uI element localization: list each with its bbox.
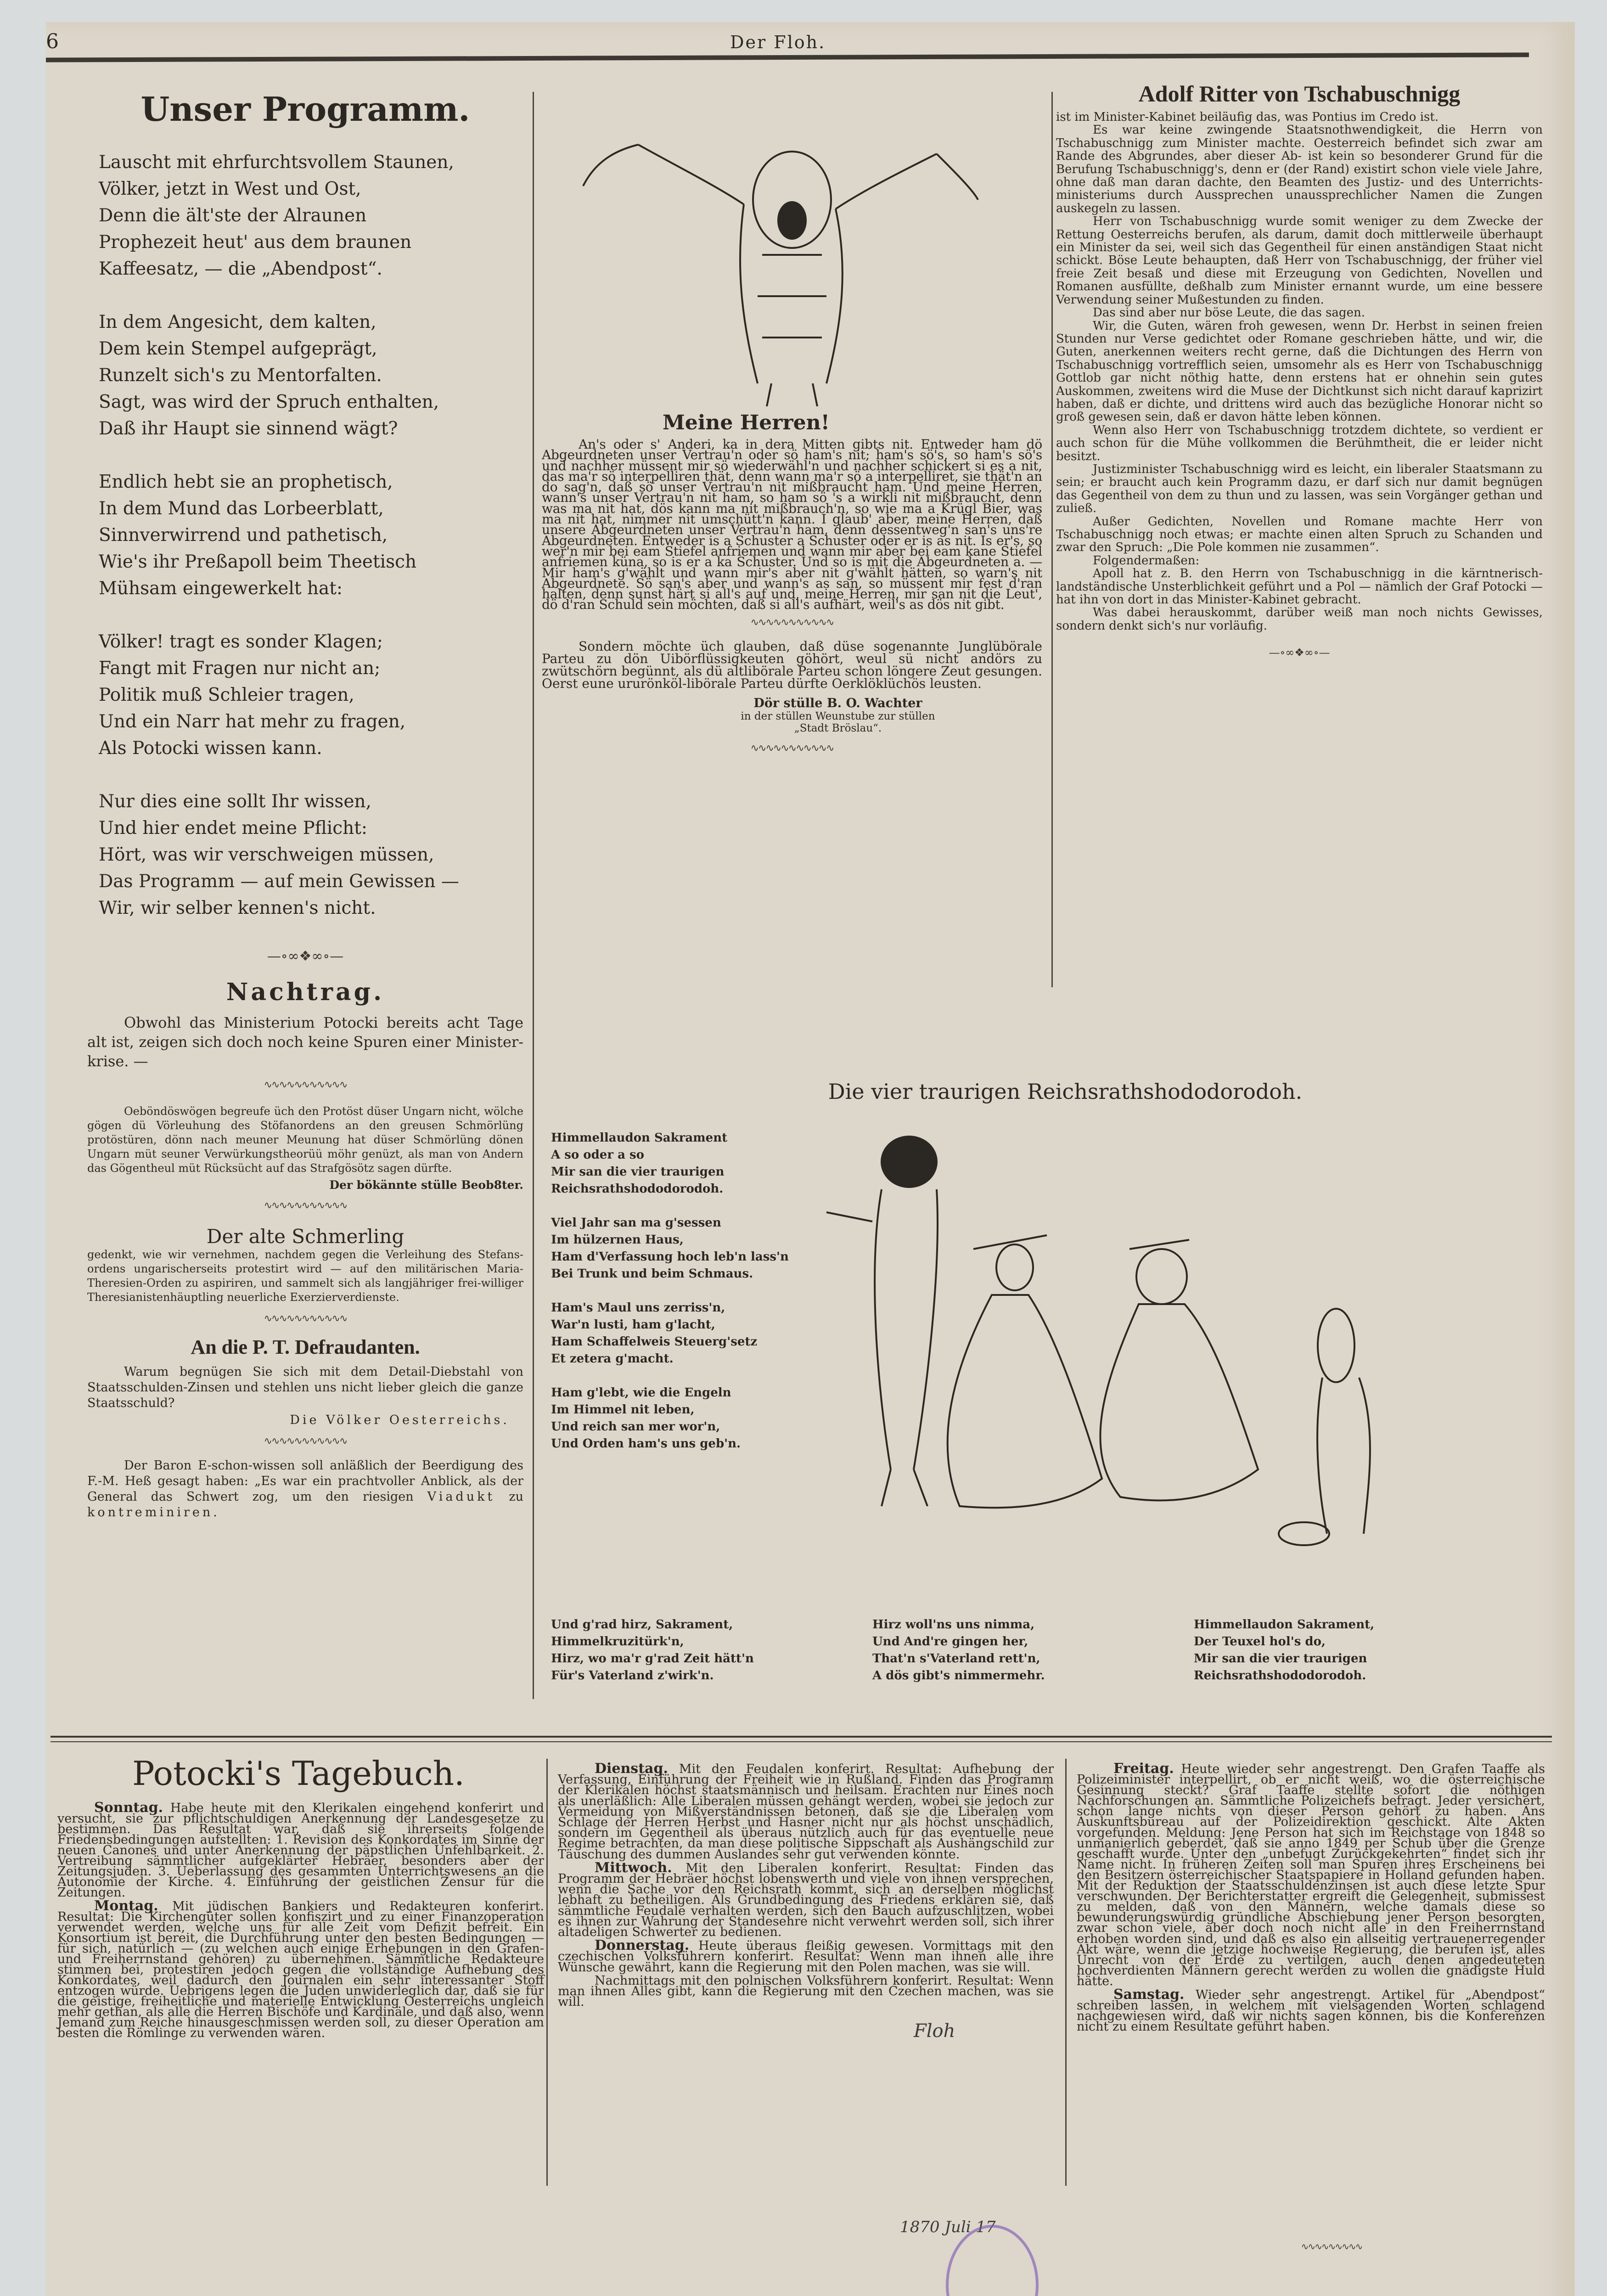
column-divider [546,1759,548,2186]
article-paragraph: ist im Minister-Kabinet beiläufig das, was Pontius im Credo ist. [1056,110,1439,124]
diary-text: Heute überaus fleißig gewesen. Vormittags mit den czechischen Volksführern konferirt. Resultat: Wenn man ihnen alle ihre Wünsche gewährt, kann die Regierung mit den Polen machen, was sie will. [558,1939,1054,1975]
poem-line: Nur dies eine sollt Ihr wissen, [99,791,371,812]
poem-line: Der Teuxel hol's do, [1194,1635,1326,1649]
poem-line: Runzelt sich's zu Mentorfalten. [99,365,382,386]
diary-day: Samstag. [1113,1986,1185,2003]
section-rule [51,1741,1552,1742]
nachtrag-title: Nachtrag. [226,978,385,1006]
page-number: 6 [46,30,59,53]
column-middle [542,90,1042,754]
poem-line: Und hier endet meine Pflicht: [99,818,367,838]
diary-day: Mittwoch. [595,1859,672,1876]
poem-line: Und Orden ham's uns geb'n. [551,1437,741,1451]
article-paragraph: Das sind aber nur böse Leute, die das sagen. [1093,306,1365,320]
schmerling-title: Der alte Schmerling [206,1225,405,1248]
tschabuschnigg-article [1056,111,1543,632]
poem-stanza [551,1215,808,1283]
diary-entry [1077,1986,1545,2034]
poem-stanza [551,1130,808,1198]
poem-line: In dem Mund das Lorbeerblatt, [99,498,384,519]
poem-line: Himmellaudon Sakrament, [1194,1618,1375,1632]
diary-day: Donnerstag. [595,1937,690,1954]
poem-line: Mir san die vier traurigen [551,1165,725,1179]
poem-line: A dös gibt's nimmermehr. [872,1669,1045,1683]
article-paragraph: Herr von Tschabuschnigg wurde somit weniger zu dem Zwecke der Rettung Oesterreichs berufen, als darum, damit doch mittlerweile überhaupt ein Minister da sei, weil sich das Gegentheil für einen anständigen Staat nicht schickt. Böse Leute behaupten, daß Herr von Tschabuschnigg, der früher viel freie Zeit besaß und diese mit Erzeugung von Gedichten, Novellen und Romanen ausfüllte, deßhalb zum Minister ernannt wurde, um eine bessere Verwendung seiner Mußestunden zu finden. [1056,214,1543,307]
schmerling-text: gedenkt, wie wir vernehmen, nachdem gegen die Verleihung des Stefans-ordens ungarischerseits protestirt wird — auf den militärischen Maria-Theresien-Orden zu aspiriren, und sammelt sich als langjähriger frei-williger Theresianistenhäuptling neuerliche Exerzierverdienste. [87,1248,523,1304]
poem-line: In dem Angesicht, dem kalten, [99,312,376,332]
poem-line: Mühsam eingewerkelt hat: [99,578,343,599]
poem-line: Daß ihr Haupt sie sinnend wägt? [99,418,398,439]
diary-text: Heute wieder sehr angestrengt. Den Grafen Taaffe als Polizeiminister interpellirt, ob er nicht weiß, wo die österreichische Gesinnung steckt? Graf Taaffe stellte sofort die nöthigen Nachforschungen an. Sämmtliche Polizeichefs befragt. Jeder versichert, schon lange nichts von dieser Person gehört zu haben. Ans Auskunftsbureau auf der Polizeidirektion geschickt. Alte Akten vorgefunden. Meldung: Jene Person hat sich im Reichstage von 1848 so unmanierlich geberdet, daß sie anno 1849 per Schub über die Grenze geschafft wurde. Unter den „unbefugt Zurückgekehrten“ findet sich ihr Name nicht. In früheren Zeiten soll man Spuren ihres Erscheinens bei den Besitzern österreichischer Staatspapiere in Holland gefunden haben. Mit der Reduktion der Staatsschuldenzinsen ist auch diese letzte Spur verschwunden. Der Berichterstatter ergreift die Gelegenheit, submissest zu melden, daß von den Männern, welche damals diese so bewunderungswürdig gründliche Abschiebung jener Person besorgten, zwar schon viele, aber doch noch nicht alle in den Freiherrnstand erhoben worden sind, und daß es also ein allseitig vertrauenerregender Akt wäre, wenn die jetzige hochweise Regierung, die berufen ist, alles Unrecht von der Erde zu vertilgen, auch denen angedeuteten hochverdienten Männern gerecht werden zu wollen die gnädigste Huld hätte. [1077,1762,1545,1988]
diary-text: Mit den Liberalen konferirt. Resultat: Finden das Programm der Hebräer höchst lobenswerth und viele von ihnen versprechen, wenn die Sache vor den Reichsrath kommt, sich an derselben möglichst lebhaft zu betheiligen. Als Grundbedingung des Friedens erklären sie, daß sämmtliche Feudale verhalten werden, sich den Bauch aufzuschlitzen, wobei es ihnen zur Wahrung der Standesehre nicht verwehrt werden soll, sich ihrer altadeligen Schwerter zu bedienen. [558,1861,1054,1940]
wave-divider: ∿∿∿∿∿∿∿∿∿∿∿ [264,1200,347,1211]
poem-line: Und And're gingen her, [872,1635,1028,1649]
ornament-divider: —∘∞❖∞∘— [267,948,344,964]
poem-line: Als Potocki wissen kann. [99,738,322,759]
beobachter-text: Oeböndöswögen begreufe üch den Protöst düser Ungarn nicht, wölche gögen dü Vörleuhung des Stöfanordens an den greusen Schmörlüng protöstüren, dönn nach meuner Meunung hat düser Schmörlüng dönen Ungarn müt seuner Verwürkungstheorüü möhr genüzt, als man von Andern das Gögentheul müt Rücksücht auf das Strafgösötz sagen dürfte. [87,1105,523,1175]
header-rule [46,52,1529,62]
tagebuch-column-3 [1077,1763,1545,2035]
defraudanten-title: An die P. T. Defraudanten. [191,1336,420,1358]
reichsrath-poem-bottom [551,1616,1561,1684]
column-divider [533,92,534,1699]
poem-line: Wie's ihr Preßapoll beim Theetisch [99,551,417,572]
baron-spaced-word: kontreminiren. [87,1505,220,1519]
poem-line: Mir san die vier traurigen [1194,1652,1367,1666]
sondern-text: Sondern möchte üch glauben, daß düse sogenannte Junglübörale Parteu zu dön Uibörflüssigkeuten göhört, weul sü nicht andörs zu zwütschörn begünnt, als dü altlibörale Parteu schon löngere Zeut gesungen. Oerst eune ururönköl-libörale Parteu dürfte Oerklöklüchös leusten. [542,638,1042,691]
diary-entry [57,1802,544,1898]
poem-line: Sagt, was wird der Spruch enthalten, [99,392,439,412]
poem-line: Himmellaudon Sakrament [551,1131,728,1145]
wachter-signature [542,696,1042,734]
tagebuch-title: Potocki's Tagebuch. [132,1754,465,1793]
column-right [1056,80,1543,659]
wave-divider: ∿∿∿∿∿∿∿∿∿∿∿ [264,1435,347,1447]
poem-line: A so oder a so [551,1148,644,1162]
poem-stanza [872,1616,1194,1684]
defraudanten-text: Warum begnügen Sie sich mit dem Detail-Diebstahl von Staatsschulden-Zinsen und stehlen uns nicht lieber gleich die ganze Staatsschuld? [87,1365,523,1410]
diary-day: Montag. [94,1898,158,1914]
diary-entry [558,1975,1054,2008]
poem-line: Im Himmel nit leben, [551,1403,695,1417]
column-divider [1065,1759,1067,2186]
poem-title: Unser Programm. [140,90,470,129]
poem-line: Und ein Narr hat mehr zu fragen, [99,711,406,732]
article-paragraph: Folgendermaßen: [1093,553,1200,568]
article-paragraph: Es war keine zwingende Staatsnothwendigkeit, die Herrn von Tschabuschnigg zum Minister machte. Oesterreich befindet sich zwar am Rande des Abgrundes, aber dieser Ab- ist kein so besonderer Grund für die Berufung Tschabuschnigg's, denn er (der Rand) existirt schon viele viele Jahre, ohne daß man daran dachte, den Beamten des Justiz- und des Unterrichts-ministeriums durch Aussprechen unaussprechlicher Namen die Zungen auskegeln zu lassen. [1056,123,1543,215]
poem-line: Im hülzernen Haus, [551,1233,684,1247]
diary-entry [558,1763,1054,1860]
reichsrath-section [542,1079,1552,1683]
column-left [87,90,523,1520]
article-paragraph: Apoll hat z. B. den Herrn von Tschabuschnigg in die kärntnerisch-landständische Unsterblichkeit geführt und a Pol — nämlich der Graf Potocki — hat ihn von dort in das Minister-Kabinet gebracht. [1056,567,1543,607]
tagebuch-column-2 [558,1763,1054,2010]
tschabuschnigg-title: Adolf Ritter von Tschabuschnigg [1138,81,1461,107]
poem-stanza [99,469,523,602]
poem-line: Endlich hebt sie an prophetisch, [99,472,393,492]
defraudanten-signature: Die Völker Oesterreichs. [290,1413,510,1427]
poem-line: Sinnverwirrend und pathetisch, [99,525,388,546]
nachtrag-text: Obwohl das Ministerium Potocki bereits acht Tage alt ist, zeigen sich doch noch keine Spuren einer Minister-krise. — [87,1014,523,1070]
poem-line: Dem kein Stempel aufgeprägt, [99,338,377,359]
wachter-name: Dör stülle B. O. Wachter [753,696,922,710]
article-paragraph: Was dabei herauskommt, darüber weiß man noch nichts Gewisses, sondern denkt sich's nur vorläufig. [1056,606,1543,633]
wachter-line: „Stadt Bröslau“. [794,722,882,734]
poem-line: Et zetera g'macht. [551,1352,674,1366]
poem-line: Politik muß Schleier tragen, [99,685,354,705]
baron-text-part: zu [509,1490,523,1504]
baron-text [87,1458,523,1520]
diary-day: Sonntag. [94,1800,163,1816]
wave-divider: ∿∿∿∿∿∿∿∿∿∿∿ [750,742,834,754]
poem-line: Ham Schaffelweis Steuerg'setz [551,1335,758,1349]
poem-line: Das Programm — auf mein Gewissen — [99,871,459,892]
reichsrath-poem-left [551,1130,808,1469]
poem-line: Hört, was wir verschweigen müssen, [99,844,434,865]
diary-text: Mit jüdischen Bankiers und Redakteuren konferirt. Resultat: Die Kirchengüter sollen konfiszirt und zu einer Finanzoperation verwendet werden, welche uns für alle Zeit vom Defizit befreit. Ein Konsortium ist bereit, die Durchführung unter den besten Bedingungen — für sich, natürlich — (zu welchen auch einige Erhebungen in den Grafen- und Freiherrnstand gehören) zu übernehmen. Sämmtliche Redakteure stimmen bei, protestiren jedoch gegen die vollständige Aufhebung des Konkordates, weil dadurch den Journalen ein sehr interessanter Stoff entzogen würde. Uebrigens legen die Juden unwiderleglich dar, daß sie für die geistige, freiheitliche und materielle Entwicklung Oesterreichs ungleich mehr gethan, als alle die Herren Bischöfe und Kardinäle, und daß also, wenn Jemand zum Reiche hinausgeschmissen werden soll, zu dieser Operation am besten die Römlinge zu verwenden wären. [57,1899,544,2040]
poem-line: Und reich san mer wor'n, [551,1420,720,1434]
poem-line: Ham g'lebt, wie die Engeln [551,1386,731,1400]
poem-line: Wir, wir selber kennen's nicht. [99,898,376,918]
poem-stanza [551,1616,872,1684]
poem-line: Himmelkruzitürk'n, [551,1635,684,1649]
screaming-man-illustration [542,90,1042,406]
diary-day: Dienstag. [595,1761,668,1777]
meine-herren-title: Meine Herren! [663,411,830,434]
wave-divider: ∿∿∿∿∿∿∿∿∿ [1301,2241,1362,2252]
poem-line: That'n s'Vaterland rett'n, [872,1652,1040,1666]
wave-divider: ∿∿∿∿∿∿∿∿∿∿∿ [264,1313,347,1324]
article-paragraph: Wenn also Herr von Tschabuschnigg trotzdem dichtete, so verdient er auch schon für die Mühe vollkommen die Berühmtheit, die er leider nicht besitzt. [1056,423,1543,463]
four-deputies-illustration [808,1130,1543,1589]
baron-text-part: Der Baron E-schon-wissen soll anläßlich der Beerdigung des F.-M. Heß gesagt haben: „Es war ein prachtvoller Anblick, als der General das Schwert zog, um den riesigen [87,1458,523,1504]
illustration-lines [583,145,978,406]
diary-text: Wieder sehr angestrengt. Artikel für „Abendpost“ schreiben lassen, in welchem mit vielsagenden Worten schlagend nachgewiesen wird, daß wir nichts sagen können, bis die Konferenzen nicht zu einem Resultate geführt haben. [1077,1987,1545,2034]
poem-line: Und g'rad hirz, Sakrament, [551,1618,733,1632]
article-paragraph: Außer Gedichten, Novellen und Romane machte Herr von Tschabuschnigg noch etwas; er machte einen alten Spruch zu Schanden und zwar den Spruch: „Die Pole kommen nie zusammen“. [1056,514,1543,555]
baron-spaced-word: Viadukt [427,1490,495,1504]
poem-line: War'n lusti, ham g'lacht, [551,1318,715,1332]
poem-line: Völker! tragt es sonder Klagen; [99,631,383,652]
poem-line: Hirz woll'ns uns nimma, [872,1618,1035,1632]
diary-entry [57,1898,544,2040]
masthead: Der Floh. [730,32,826,52]
tagebuch-column-1 [57,1802,544,2041]
poem-stanza [99,149,523,282]
poem-line: Fangt mit Fragen nur nicht an; [99,658,381,679]
illustration-lines [826,1137,1370,1545]
poem-stanza [551,1384,808,1452]
poem-line: Viel Jahr san ma g'sessen [551,1216,721,1230]
beobachter-signature: Der bökännte stülle Beob8ter. [329,1178,523,1192]
reichsrath-title: Die vier traurigen Reichsrathshododorodoh. [828,1079,1303,1104]
poem-line: Kaffeesatz, — die „Abendpost“. [99,259,382,279]
diary-entry [558,1937,1054,1975]
article-paragraph: Justizminister Tschabuschnigg wird es leicht, ein liberaler Staatsmann zu sein; er braucht auch kein Programm dazu, er darf sich nur damit begnügen das Gegentheil von dem zu thun und zu lassen, was sein Vorgänger gethan und zuließ. [1056,462,1543,516]
poem-line: Hirz, wo ma'r g'rad Zeit hätt'n [551,1652,754,1666]
meine-herren-text: An's oder s' Anderi, ka in dera Mitten gibts nit. Entweder ham dö Abgeurdneten unser Vertrau'n oder sö ham's nit; ham's sö's, so ham's sö's und nachher müssent mir sö wiederwähl'n und nachher schickert si es a nit, das ma'r sö interpelliren thät, denn wann ma'r sö a interpelliret, sie thät'n an do sag'n, daß sö unser Vertrau'n nit mißbraucht ham. Und meine Herren, wann's unser Vertrau'n nit ham, so ham sö 's a wirkli nit mißbraucht, denn was ma nit hat, dös kann ma nit mißbrauch'n, so wie ma a Krügl Bier, was ma nit hat, nimmer nit umschütt'n kann. I glaub' aber, meine Herren, daß unsere Abgeurdneten unser Vertrau'n ham, denn dessentweg'n san's uns're Abgeurdneten. Entweder is a Schuster a Schuster oder er is as nit. Is er's, so wer'n mir bei eam Stiefel anfriemen und wann mir aber bei eam kane Stiefel anfriemen küna, so is er a ka Schuster. Und so is mit die Abgeurdneten a. — Mir ham's g'wählt und wann mir's aber nit g'wählt hätten, so warn's nit Abgeurdnete. Sö san's aber und wann's as san, so müssent mir fest d'ran halten, denn sunst härt si all's auf und, meine Herren, mir san nit die Leut', dö d'ran Schuld sein möchten, daß si all's aufhärt, weil's as dös nit gibt. [542,437,1042,613]
diary-entry [1077,1763,1545,1986]
poem-line: Denn die ält'ste der Alraunen [99,205,367,226]
poem-stanza [1194,1616,1515,1684]
ornament-divider: —∘∞❖∞∘— [1269,646,1330,659]
poem-line: Reichsrathshododorodoh. [551,1182,724,1196]
poem-line: Prophezeit heut' aus dem braunen [99,232,412,253]
poem-stanza [99,629,523,762]
diary-text: Habe heute mit den Klerikalen eingehend konferirt und versucht, sie zur pflichtschuldigen Anerkennung der Landesgesetze zu bestimmen. Das Resultat war, daß sie ihrerseits folgende Friedensbedingungen aufstellten: 1. Revision des Konkordates im Sinne der neuen Canones und unter Anerkennung der päpstlichen Unfehlbarkeit. 2. Vertreibung sämmtlicher aufgeklärter Hebräer, besonders aber der Zeitungsjuden. 3. Ueberlassung des gesammten Unterrichtswesens an die Autonomie der Kirche. 4. Einführung der geistlichen Zensur für die Zeitungen. [57,1801,544,1900]
poem-line: Bei Trunk und beim Schmaus. [551,1267,753,1281]
poem-stanza [551,1300,808,1367]
page-header [46,0,1575,78]
wave-divider: ∿∿∿∿∿∿∿∿∿∿∿ [264,1079,347,1091]
poem-stanza [99,788,523,922]
handwritten-date: 1870 Juli 17 [900,2218,996,2236]
poem-unser-programm [87,149,523,922]
poem-line: Lauscht mit ehrfurchtsvollem Staunen, [99,152,454,173]
poem-line: Ham's Maul uns zerriss'n, [551,1301,725,1315]
section-rule [51,1736,1552,1738]
wave-divider: ∿∿∿∿∿∿∿∿∿∿∿ [750,616,834,628]
wachter-line: in der stüllen Weunstube zur stüllen [741,710,935,722]
handwritten-floh: Floh [914,2020,955,2042]
poem-line: Für's Vaterland z'wirk'n. [551,1669,714,1683]
poem-line: Völker, jetzt in West und Ost, [99,179,361,199]
diary-text: Mit den Feudalen konferirt. Resultat: Aufhebung der Verfassung, Einführung der Freiheit wie in Rußland. Finden das Programm der Klerikalen höchst staatsmännisch und heilsam. Erachten nur Eines noch als unerläßlich: Alle Liberalen müssen gehängt werden, wobei sie jedoch zur Vermeidung von Mißverständnissen betonen, daß sie die Liberalen vom Schlage der Herren Herbst und Hasner nicht nur als höchst unschädlich, sondern im Gegentheil als überaus nützlich auch für das eventuelle neue Regime betrachten, da man diese politische Sippschaft als Aushängschild zur Täuschung des dummen Auslandes sehr gut verwenden könnte. [558,1762,1054,1862]
column-divider [1051,92,1053,987]
article-paragraph: Wir, die Guten, wären froh gewesen, wenn Dr. Herbst in seinen freien Stunden nur Verse gedichtet oder Romane geschrieben hätte, und wir, die Guten, anerkennen weiters recht gerne, daß die Dichtungen des Herrn von Tschabuschnigg vortrefflich seien, umsomehr als es Herr von Tschabuschnigg Gottlob gar nicht nöthig hatte, denn erstens hat er ohnehin sein gutes Auskommen, zweitens wird die Muse der Dichtkunst sich nicht darauf kaprizirt haben, daß er dichte, und drittens wird auch das bezügliche Honorar nicht so groß gewesen sein, daß er davon hätte leben können. [1056,319,1543,424]
diary-entry [558,1859,1054,1940]
diary-day: Freitag. [1113,1761,1174,1777]
poem-line: Ham d'Verfassung hoch leb'n lass'n [551,1250,789,1264]
poem-line: Reichsrathshododorodoh. [1194,1669,1366,1683]
diary-text: Nachmittags mit den polnischen Volksführern konferirt. Resultat: Wenn man ihnen Alles gibt, kann die Regierung mit den Czechen machen, was sie will. [558,1973,1054,2009]
